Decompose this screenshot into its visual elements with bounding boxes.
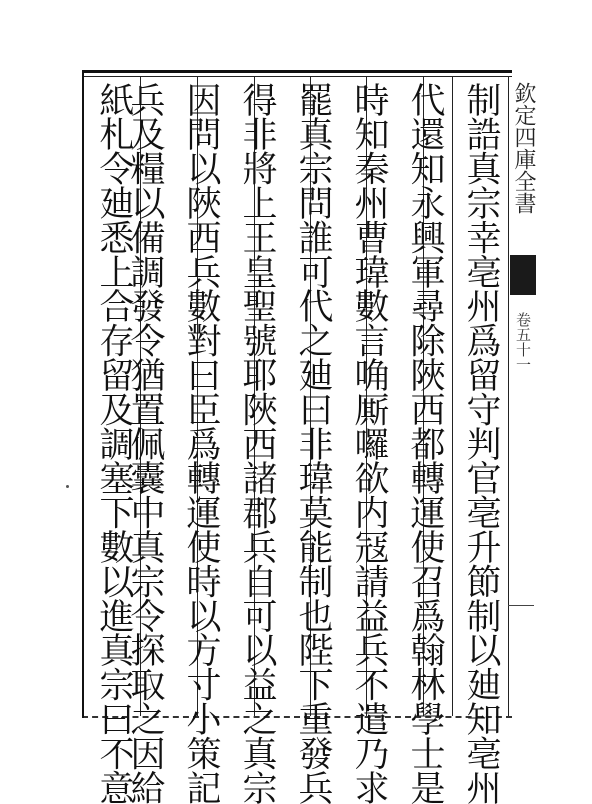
- edge-black-block: [510, 255, 536, 295]
- text-column-4: 罷真宗問誰可代之廸曰非瑋莫能制也陛下重發兵: [293, 82, 333, 804]
- edge-tick-mark: [508, 605, 534, 606]
- text-column-2: 代還知永興軍尋除陜西都轉運使召爲翰林學士是: [405, 82, 445, 804]
- column-divider: [452, 76, 453, 716]
- text-column-5: 得非將上王皇聖號耶陜西諸郡兵自可以益之真宗: [237, 82, 277, 804]
- edge-book-title: 欽定四庫全書: [511, 82, 536, 214]
- text-column-6: 因問以陜西兵數對曰臣爲轉運使時以方寸小策記: [181, 82, 221, 804]
- edge-juan-label: 卷五十一: [514, 312, 532, 372]
- text-column-3: 時知秦州曹瑋數言唃厮囉欲内冦請益兵不遣乃求: [349, 82, 389, 804]
- frame-top-inner-border: [82, 76, 512, 77]
- frame-top-border: [82, 70, 512, 73]
- text-column-8: 紙札令廸悉上合存留及調塞下數以進真宗曰不意: [94, 82, 134, 804]
- text-column-7: 兵及糧以備調發令猶置佩囊中真宗令探取之因給: [125, 82, 165, 804]
- text-column-1: 制誥真宗幸亳州爲留守判官亳升節制以廸知亳州: [461, 82, 501, 804]
- frame-left-border: [82, 70, 84, 718]
- ink-speck: [66, 485, 69, 488]
